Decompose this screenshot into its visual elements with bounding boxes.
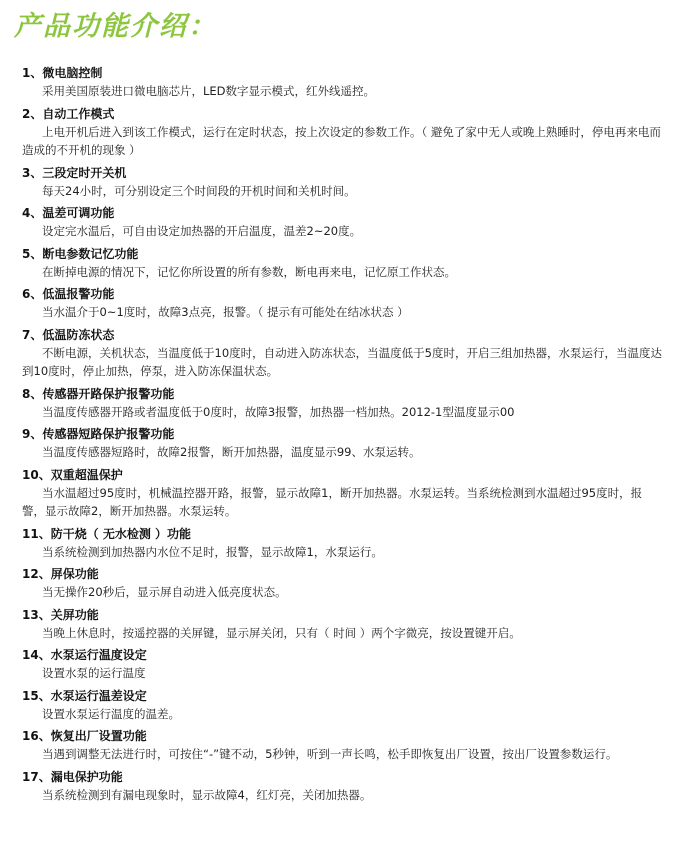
feature-heading: 6、低温报警功能 [22,287,115,301]
feature-heading: 11、防干烧（ 无水检测 ）功能 [22,526,192,541]
feature-heading: 14、水泵运行温度设定 [22,648,147,662]
feature-item [22,606,662,643]
feature-heading: 1、微电脑控制 [22,66,103,80]
feature-item [22,425,662,462]
feature-description: 当温度传感器短路时，故障2报警，断开加热器，温度显示99、水泵运转。 [42,445,421,459]
feature-description: 当晚上休息时，按遥控器的关屏键，显示屏关闭，只有（ 时间 ）两个字微亮，按设置键开启。 [42,625,521,640]
feature-heading: 9、传感器短路保护报警功能 [22,427,175,441]
feature-item [22,105,662,160]
feature-heading: 4、温差可调功能 [22,206,115,220]
feature-description: 上电开机后进入到该工作模式，运行在定时状态，按上次设定的参数工作。（ 避免了家中无人或晚上熟睡时，停电再来电而造成的不开机的现象 ） [22,124,661,157]
feature-description: 当系统检测到加热器内水位不足时，报警，显示故障1，水泵运行。 [42,544,383,559]
page-title: 产品功能介绍： [14,11,217,42]
feature-item [22,245,662,282]
feature-item [22,525,662,562]
feature-heading: 8、传感器开路保护报警功能 [22,386,175,401]
feature-heading: 15、水泵运行温差设定 [22,688,147,703]
feature-item [22,164,662,201]
feature-heading: 12、屏保功能 [22,567,99,581]
feature-item [22,646,662,683]
feature-item [22,768,662,805]
feature-item [22,727,662,764]
feature-description: 当无操作20秒后，显示屏自动进入低亮度状态。 [42,585,287,599]
feature-heading: 3、三段定时开关机 [22,165,127,180]
feature-description: 在断掉电源的情况下，记忆你所设置的所有参数，断电再来电，记忆原工作状态。 [42,264,456,279]
feature-heading: 7、低温防冻状态 [22,327,115,342]
feature-description: 设置水泵的运行温度 [42,666,146,680]
feature-heading: 10、双重超温保护 [22,467,123,482]
feature-description: 当系统检测到有漏电现象时，显示故障4，红灯亮，关闭加热器。 [42,787,372,802]
feature-description: 设定完水温后，可自由设定加热器的开启温度，温差2~20度。 [42,224,362,238]
feature-item [22,285,662,322]
feature-item [22,466,662,521]
feature-description: 当遇到调整无法进行时，可按住“-”键不动，5秒钟，听到一声长鸣，松手即恢复出厂设置，按出厂设置参数运行。 [42,747,618,761]
feature-item [22,565,662,602]
feature-heading: 17、漏电保护功能 [22,769,123,784]
feature-item [22,687,662,724]
feature-description: 当温度传感器开路或者温度低于0度时，故障3报警，加热器一档加热。2012-1型温度显示00 [42,404,515,419]
feature-item [22,385,662,422]
feature-item [22,204,662,241]
feature-heading: 13、关屏功能 [22,607,99,622]
feature-description: 设置水泵运行温度的温差。 [42,706,180,721]
feature-heading: 2、自动工作模式 [22,106,115,121]
feature-description: 每天24小时，可分别设定三个时间段的开机时间和关机时间。 [42,183,356,198]
feature-heading: 5、断电参数记忆功能 [22,246,139,261]
feature-item [22,64,662,101]
feature-list [22,64,662,808]
feature-description: 采用美国原装进口微电脑芯片，LED数字显示模式，红外线遥控。 [42,84,376,98]
feature-description: 不断电源，关机状态，当温度低于10度时，自动进入防冻状态，当温度低于5度时，开启三组加热器，水泵运行，当温度达到10度时，停止加热，停泵，进入防冻保温状态。 [22,345,662,378]
feature-heading: 16、恢复出厂设置功能 [22,729,147,743]
feature-description: 当水温介于0~1度时，故障3点亮，报警。（ 提示有可能处在结冰状态 ） [42,305,409,319]
feature-description: 当水温超过95度时，机械温控器开路，报警，显示故障1，断开加热器。水泵运转。当系统检测到水温超过95度时，报警，显示故障2，断开加热器。水泵运转。 [22,485,643,518]
feature-item [22,326,662,381]
